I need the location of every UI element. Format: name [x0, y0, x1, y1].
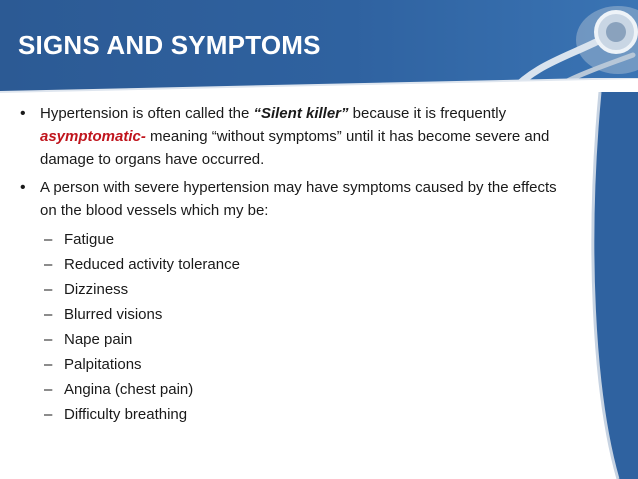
dash-icon: –: [44, 331, 53, 348]
symptom-item: [18, 302, 558, 327]
symptom-label: Angina (chest pain): [64, 381, 194, 398]
dash-icon: –: [44, 356, 53, 373]
dash-icon: –: [44, 256, 53, 273]
dash-icon: –: [44, 306, 53, 323]
asymptomatic-term: asymptomatic-: [40, 128, 146, 145]
symptom-item: [18, 227, 558, 252]
symptom-label: Difficulty breathing: [64, 406, 188, 423]
symptom-item: [18, 402, 558, 427]
symptom-item: [18, 377, 558, 402]
bullet-text-mid: because it is frequently: [348, 105, 507, 122]
symptom-item: [18, 327, 558, 352]
symptom-item: [18, 352, 558, 377]
bullet-text: A person with severe hypertension may have symptoms caused by the effects on the blood vessels which my be:: [40, 179, 557, 219]
symptom-label: Dizziness: [64, 281, 129, 298]
bullet-silent-killer: [18, 102, 558, 171]
symptom-label: Fatigue: [64, 231, 115, 248]
dash-icon: –: [44, 281, 53, 298]
slide-content: [18, 102, 558, 427]
symptom-label: Palpitations: [64, 356, 142, 373]
bullet-text-post: meaning “without symptoms” until it has become severe and damage to organs have occurred.: [40, 128, 550, 168]
symptom-label: Nape pain: [64, 331, 133, 348]
dash-icon: –: [44, 231, 53, 248]
dash-icon: –: [44, 381, 53, 398]
symptoms-list: [18, 227, 558, 427]
symptom-label: Reduced activity tolerance: [64, 256, 240, 273]
dash-icon: –: [44, 406, 53, 423]
silent-killer-quote: “Silent killer”: [253, 105, 349, 122]
bullet-icon: •: [20, 105, 26, 122]
symptom-item: [18, 252, 558, 277]
slide-title: SIGNS AND SYMPTOMS: [18, 30, 321, 60]
right-decorative-band: [578, 92, 638, 479]
symptom-label: Blurred visions: [64, 306, 163, 323]
bullet-severe-hypertension: [18, 176, 558, 222]
bullet-text-pre: Hypertension is often called the: [40, 105, 254, 122]
bullet-icon: •: [20, 179, 26, 196]
symptom-item: [18, 277, 558, 302]
